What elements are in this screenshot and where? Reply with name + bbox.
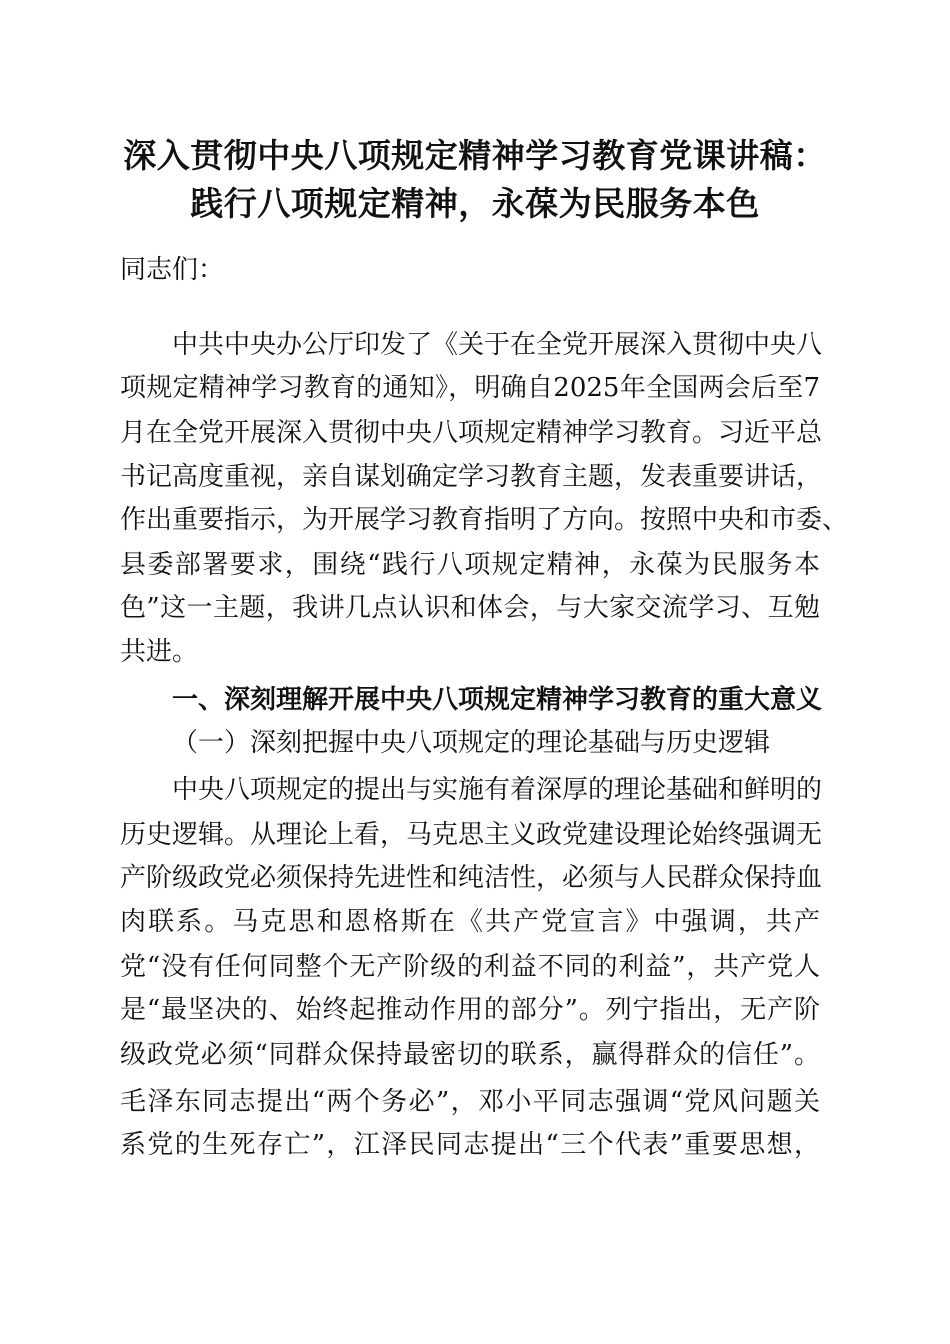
document-title-line-1: 深入贯彻中央八项规定精神学习教育党课讲稿： (123, 136, 827, 175)
body-paragraph-line: 产阶级政党必须保持先进性和纯洁性，必须与人民群众保持血 (120, 863, 823, 893)
body-paragraph-line: 肉联系。马克思和恩格斯在《共产党宣言》中强调，共产 (120, 907, 820, 937)
intro-paragraph-line: 书记高度重视，亲自谋划确定学习教育主题，发表重要讲话， (120, 462, 823, 492)
intro-paragraph-line: 共进。 (120, 637, 199, 667)
intro-paragraph-line: 作出重要指示，为开展学习教育指明了方向。按照中央和市委、 (120, 505, 849, 535)
intro-paragraph-line: 县委部署要求，围绕“践行八项规定精神，永葆为民服务本 (120, 550, 820, 580)
body-paragraph-line: 毛泽东同志提出“两个务必”，邓小平同志强调“党风问题关 (120, 1087, 820, 1117)
body-paragraph-line: 级政党必须“同群众保持最密切的联系，赢得群众的信任”。 (120, 1040, 820, 1070)
salutation: 同志们： (120, 255, 225, 285)
intro-paragraph-line: 中共中央办公厅印发了《关于在全党开展深入贯彻中央八 (172, 330, 823, 360)
body-paragraph-line: 系党的生死存亡”，江泽民同志提出“三个代表”重要思想， (120, 1130, 820, 1160)
body-paragraph-line: 是“最坚决的、始终起推动作用的部分”。列宁指出，无产阶 (120, 995, 820, 1025)
body-paragraph-line: 历史逻辑。从理论上看，马克思主义政党建设理论始终强调无 (120, 820, 823, 850)
section-heading: 一、深刻理解开展中央八项规定精神学习教育的重大意义 (172, 685, 823, 715)
intro-paragraph-line: 色”这一主题，我讲几点认识和体会，与大家交流学习、互勉 (120, 593, 820, 623)
subsection-heading: （一）深刻把握中央八项规定的理论基础与历史逻辑 (172, 728, 771, 758)
body-paragraph-line: 中央八项规定的提出与实施有着深厚的理论基础和鲜明的 (172, 775, 823, 805)
intro-paragraph-line: 月在全党开展深入贯彻中央八项规定精神学习教育。习近平总 (120, 418, 823, 448)
intro-paragraph-line: 项规定精神学习教育的通知》，明确自2025年全国两会后至7 (120, 373, 820, 403)
document-title-line-2: 践行八项规定精神，永葆为民服务本色 (190, 184, 760, 223)
body-paragraph-line: 党“没有任何同整个无产阶级的利益不同的利益”，共产党人 (120, 952, 820, 982)
